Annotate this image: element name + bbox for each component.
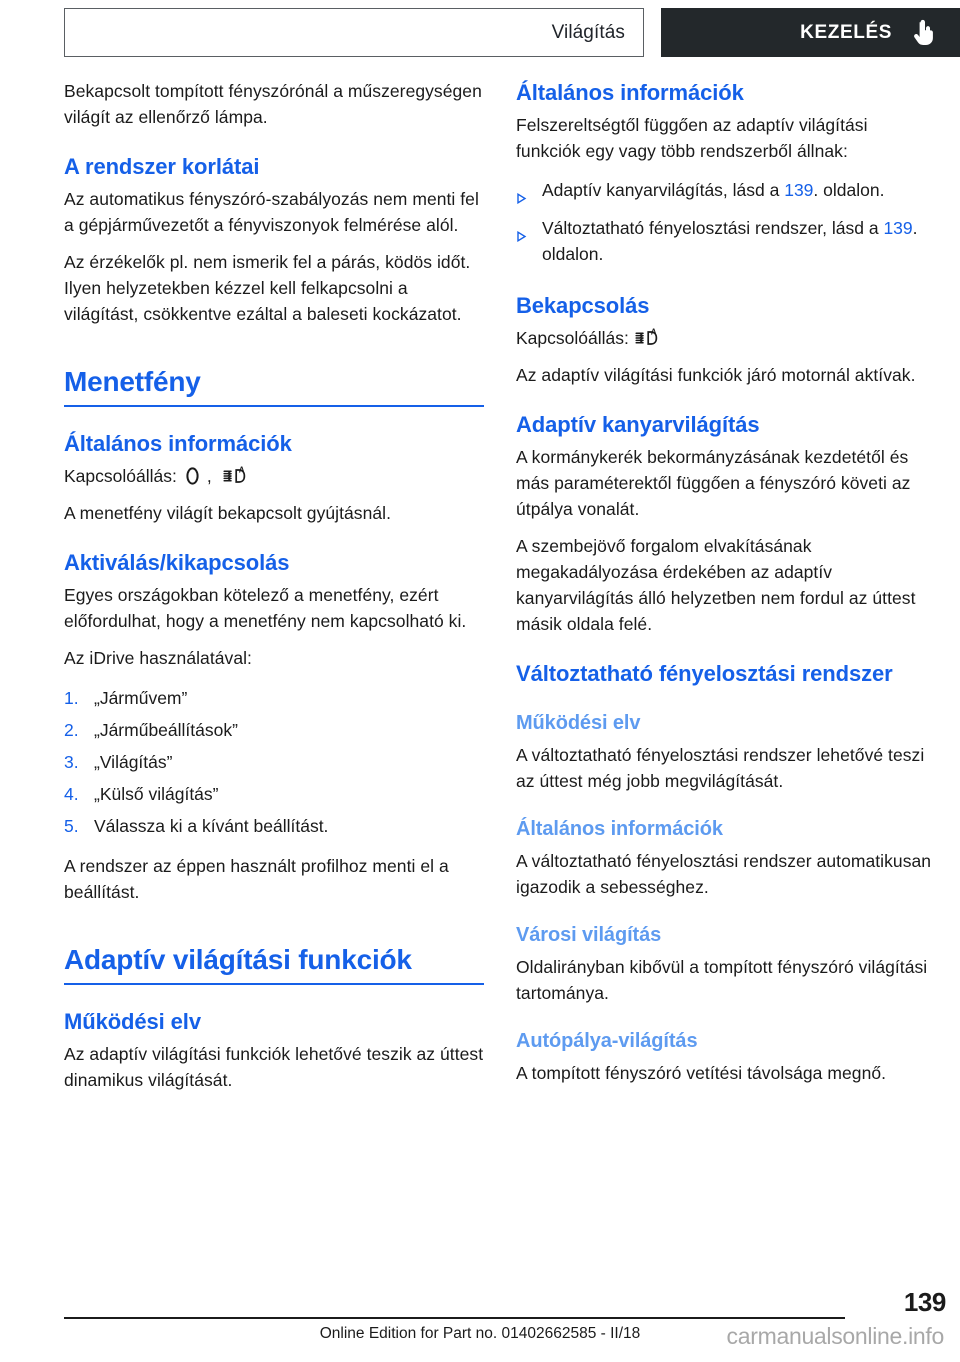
- heading-variable-light-distribution: Változtatható fényelosztási rendszer: [516, 661, 893, 686]
- step-label[interactable]: „Külső világítás”: [94, 784, 219, 804]
- spacer: [516, 351, 936, 362]
- list-item: [64, 682, 484, 714]
- chapter-tab[interactable]: [64, 8, 644, 57]
- heading-city-light: Városi világítás: [516, 924, 662, 946]
- page-reference-link[interactable]: 139: [784, 180, 814, 200]
- step-label[interactable]: „Világítás”: [94, 752, 173, 772]
- spacer: [516, 388, 936, 410]
- step-label[interactable]: Válassza ki a kívánt beállítást.: [94, 816, 329, 836]
- switch-on-paragraph: Az adaptív világítási funkciók járó motornál aktívak.: [516, 365, 916, 385]
- heading-general-information-left: Általános információk: [64, 431, 292, 456]
- switch-position-label: Kapcsolóállás:: [516, 328, 629, 348]
- spacer: [516, 794, 936, 816]
- spacer: [516, 900, 936, 922]
- list-item: [64, 810, 484, 842]
- operating-principle-paragraph: A változtatható fényelosztási rendszer lehetővé teszi az úttest még jobb megvilágítását.: [516, 745, 925, 791]
- heading-general-information-variable: Általános információk: [516, 818, 723, 840]
- spacer: [516, 637, 936, 659]
- triangle-bullet-icon: [516, 177, 542, 211]
- bullet-text-before: Adaptív kanyarvilágítás, lásd a: [542, 180, 785, 200]
- page-footer: [0, 1273, 960, 1362]
- spacer: [516, 1006, 936, 1028]
- right-column: [516, 78, 936, 1086]
- left-column: [64, 78, 484, 1093]
- activation-paragraph-1: Egyes országokban kötelező a menetfény, ezért előfordulhat, hogy a menetfény nem kapcsolható ki.: [64, 585, 467, 631]
- spacer: [516, 269, 936, 291]
- list-item: [516, 213, 936, 269]
- limits-paragraph-2: Az érzékelők pl. nem ismerik fel a párás, ködös időt. Ilyen helyzetekben kézzel kell felkapcsolni a világítást, csökkentve ezáltal a baleseti kockázatot.: [64, 252, 471, 324]
- heading-activation-deactivation: Aktiválás/kikapcsolás: [64, 550, 290, 575]
- footer-edition-text: Online Edition for Part no. 01402662585 - II/18: [319, 1325, 641, 1342]
- triangle-bullet-icon: [516, 215, 542, 267]
- spacer: [64, 905, 484, 943]
- spacer: [64, 407, 484, 429]
- step-number: 1.: [64, 688, 79, 708]
- page-number: 139: [903, 1287, 946, 1317]
- cornering-paragraph-2: A szembejövő forgalom elvakításának megakadályozása érdekében az adaptív kanyarvilágítás álló helyzetben nem fordul az úttest másik oldala felé.: [516, 536, 916, 634]
- list-item: [64, 714, 484, 746]
- heading-operating-principle-right: Működési elv: [516, 712, 641, 734]
- page-body: [0, 78, 960, 1273]
- bullet-text: [542, 177, 884, 211]
- switch-position-label: Kapcsolóállás:: [64, 466, 177, 486]
- spacer: [516, 688, 936, 710]
- switch-off-zero-icon: [185, 466, 200, 486]
- list-item: [516, 175, 936, 213]
- spacer: [64, 842, 484, 853]
- motorway-light-paragraph: A tompított fényszóró vetítési távolsága megnő.: [516, 1063, 887, 1083]
- footer-watermark: carmanualsonline.info: [726, 1323, 944, 1349]
- section-tab-label: KEZELÉS: [800, 21, 892, 43]
- spacer: [64, 526, 484, 548]
- automatic-headlight-icon: [635, 328, 660, 348]
- heading-motorway-light: Autópálya-világítás: [516, 1030, 698, 1052]
- step-number: 2.: [64, 720, 79, 740]
- adaptive-systems-list: [516, 175, 936, 269]
- spacer: [64, 238, 484, 249]
- footer-divider: [64, 1317, 845, 1319]
- step-label[interactable]: „Járművem”: [94, 688, 188, 708]
- spacer: [516, 522, 936, 533]
- step-label[interactable]: „Járműbeállítások”: [94, 720, 238, 740]
- automatic-headlight-icon: [223, 466, 248, 486]
- city-light-paragraph: Oldalirányban kibővül a tompított fényszóró világítási tartománya.: [516, 957, 928, 1003]
- spacer: [64, 671, 484, 682]
- spacer: [64, 489, 484, 500]
- heading-general-information-right: Általános információk: [516, 80, 744, 105]
- switch-position-line-left: [64, 463, 484, 489]
- limits-paragraph-1: Az automatikus fényszóró-szabályozás nem menti fel a gépjárművezetőt a fényviszonyok felmérése alól.: [64, 189, 479, 235]
- heading-adaptive-light-functions: Adaptív világítási funkciók: [64, 943, 484, 985]
- bullet-text-after: . oldalon.: [542, 218, 918, 264]
- spacer: [64, 985, 484, 1007]
- spacer: [516, 164, 936, 175]
- bullet-text-after: . oldalon.: [813, 180, 885, 200]
- page-reference-link[interactable]: 139: [883, 218, 913, 238]
- svg-text:A: A: [650, 328, 657, 337]
- list-item: [64, 778, 484, 810]
- spacer: [64, 327, 484, 365]
- heading-daytime-running-light: Menetfény: [64, 365, 484, 407]
- general-info-paragraph: Felszereltségtől függően az adaptív világítási funkciók egy vagy több rendszerből állnak:: [516, 115, 868, 161]
- step-number: 3.: [64, 752, 79, 772]
- heading-operating-principle-left: Működési elv: [64, 1009, 201, 1034]
- switch-position-line-right: [516, 325, 936, 351]
- intro-paragraph: Bekapcsolt tompított fényszórónál a műszeregységen világít az ellenőrző lámpa.: [64, 81, 482, 127]
- heading-switch-on: Bekapcsolás: [516, 293, 650, 318]
- idrive-steps-list: [64, 682, 484, 842]
- heading-adaptive-cornering-light: Adaptív kanyarvilágítás: [516, 412, 760, 437]
- step-number: 4.: [64, 784, 79, 804]
- switch-icon-separator: ,: [206, 466, 212, 486]
- pointing-hand-icon: [908, 18, 938, 48]
- adaptive-functions-paragraph: Az adaptív világítási funkciók lehetővé teszik az úttest dinamikus világítását.: [64, 1044, 484, 1090]
- general-info-2-paragraph: A változtatható fényelosztási rendszer automatikusan igazodik a sebességhez.: [516, 851, 932, 897]
- activation-paragraph-3: A rendszer az éppen használt profilhoz menti el a beállítást.: [64, 856, 449, 902]
- section-tab[interactable]: [661, 8, 960, 57]
- list-item: [64, 746, 484, 778]
- chapter-tab-label: Világítás: [551, 21, 625, 43]
- activation-paragraph-2: Az iDrive használatával:: [64, 648, 252, 668]
- svg-text:A: A: [238, 466, 245, 475]
- spacer: [64, 130, 484, 152]
- spacer: [64, 634, 484, 645]
- bullet-text-before: Változtatható fényelosztási rendszer, lásd a: [542, 218, 884, 238]
- page-header: [0, 0, 960, 78]
- step-number: 5.: [64, 816, 79, 836]
- cornering-paragraph-1: A kormánykerék bekormányzásának kezdetétől és más paraméterektől függően a fényszóró követi az útpálya vonalát.: [516, 447, 911, 519]
- daytime-light-paragraph: A menetfény világít bekapcsolt gyújtásnál.: [64, 503, 392, 523]
- bullet-text: [542, 215, 936, 267]
- heading-system-limits: A rendszer korlátai: [64, 154, 260, 179]
